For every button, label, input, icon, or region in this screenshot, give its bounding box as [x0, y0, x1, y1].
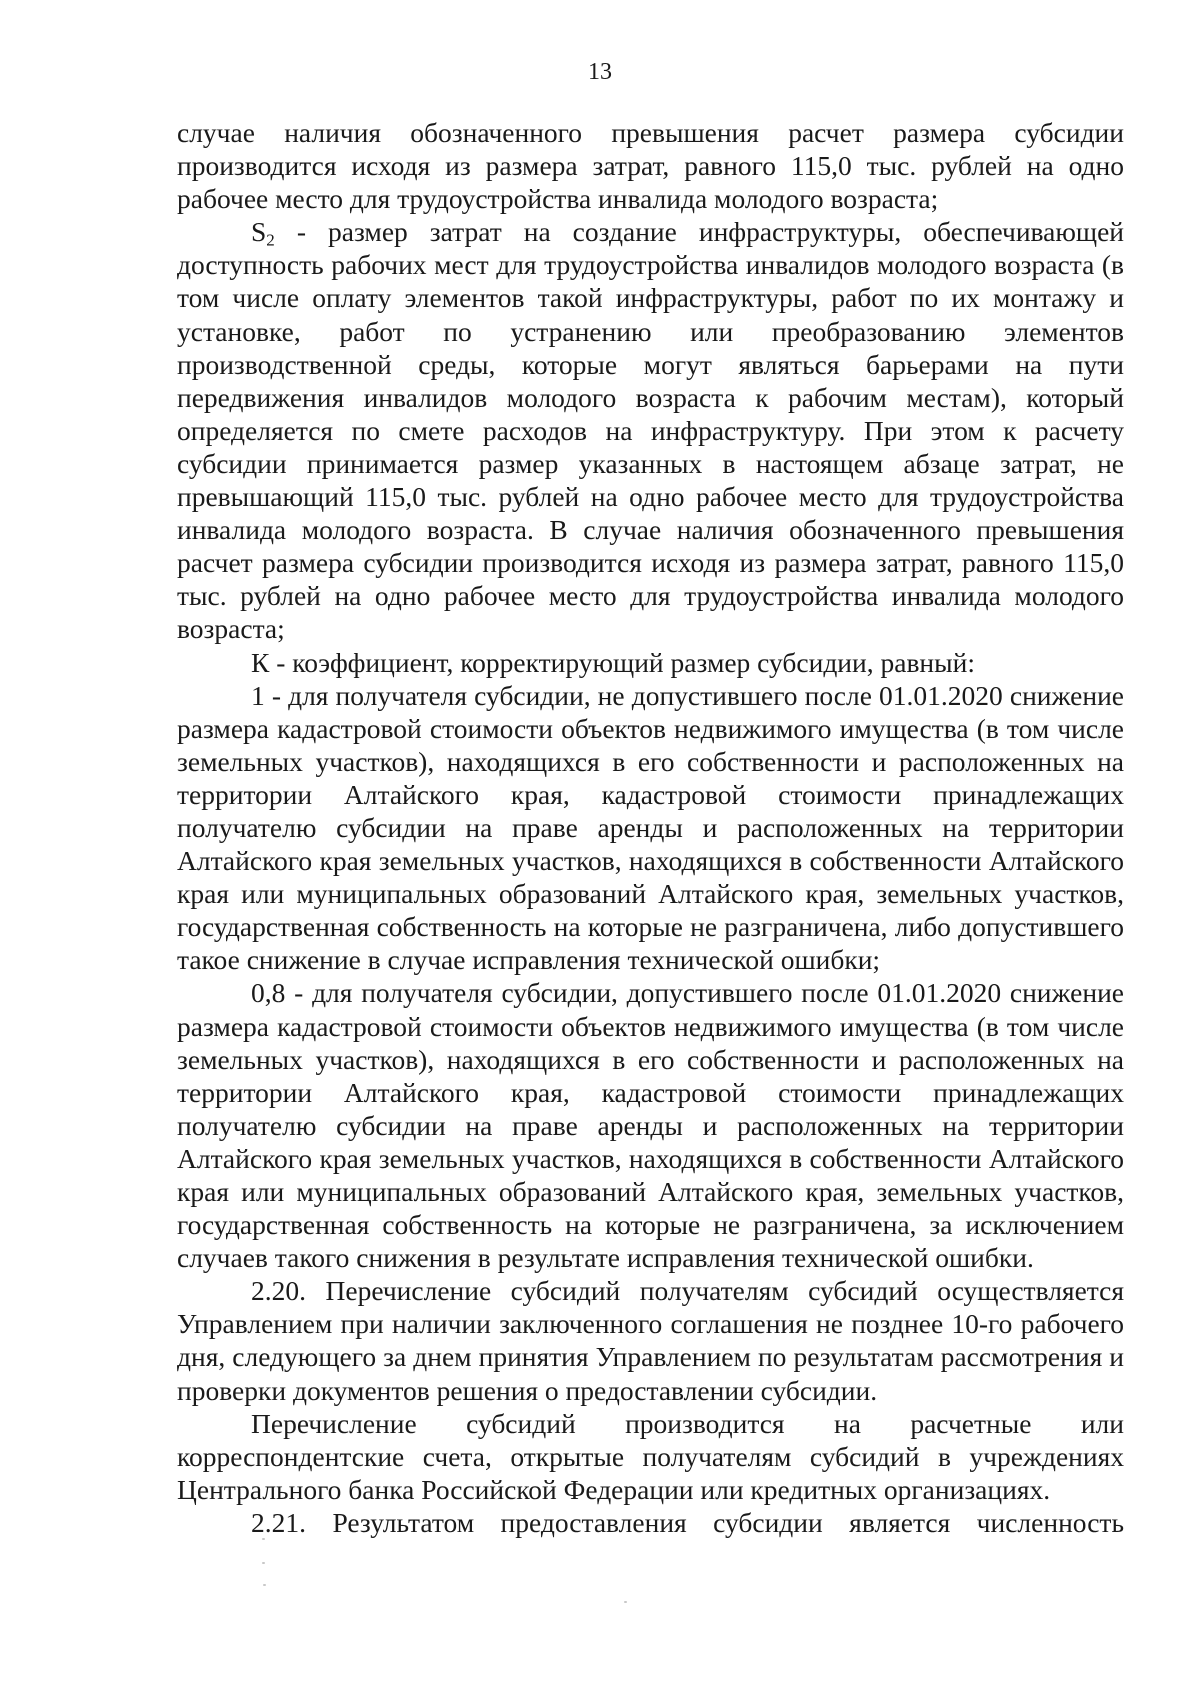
- scan-speck: [263, 1584, 266, 1586]
- paragraph-2-20: 2.20. Перечисление субсидий получателям субсидий осуществляется Управлением при наличии заключенного соглашения не позднее 10-го рабочего дня, следующего за днем принятия Управлением по результатам рассмотрения и проверки документов решения о предоставлении субсидии.: [177, 1275, 1124, 1406]
- s2-symbol: [251, 216, 275, 250]
- paragraph-coefficient-1: 1 - для получателя субсидии, не допустившего после 01.01.2020 снижение размера кадастровой стоимости объектов недвижимого имущества (в том числе земельных участков), находящихся в его собственности и расположенных на территории Алтайского края, кадастровой стоимости принадлежащих получателю субсидии на праве аренды и расположенных на территории Алтайского края земельных участков, находящихся в собственности Алтайского края или муниципальных образований Алтайского края, земельных участков, государственная собственность на которые не разграничена, либо допустившего такое снижение в случае исправления технической ошибки;: [177, 679, 1124, 976]
- scan-speck: [262, 1538, 265, 1540]
- scan-speck: [262, 1562, 265, 1564]
- document-body: [177, 116, 1124, 1539]
- paragraph-transfer-accounts: Перечисление субсидий производится на расчетные или корреспондентские счета, открытые получателям субсидий в учреждениях Центрального банка Российской Федерации или кредитных организациях.: [177, 1407, 1124, 1505]
- paragraph-coefficient-0-8: 0,8 - для получателя субсидии, допустившего после 01.01.2020 снижение размера кадастровой стоимости объектов недвижимого имущества (в том числе земельных участков), находящихся в его собственности и расположенных на территории Алтайского края, кадастровой стоимости принадлежащих получателю субсидии на праве аренды и расположенных на территории Алтайского края земельных участков, находящихся в собственности Алтайского края или муниципальных образований Алтайского края, земельных участков, государственная собственность на которые не разграничена, за исключением случаев такого снижения в результате исправления технической ошибки.: [177, 977, 1124, 1274]
- paragraph-continuation: случае наличия обозначенного превышения расчет размера субсидии производится исходя из размера затрат, равного 115,0 тыс. рублей на одно рабочее место для трудоустройства инвалида молодого возраста;: [177, 117, 1124, 215]
- paragraph-k-coefficient: К - коэффициент, корректирующий размер субсидии, равный:: [251, 646, 975, 678]
- page-number: 13: [588, 59, 612, 85]
- s2-symbol-subscript: 2: [266, 230, 275, 250]
- s2-symbol-base: S: [251, 216, 267, 248]
- s2-definition-text: - размер затрат на создание инфраструктуры, обеспечивающей доступность рабочих мест для трудоустройства инвалидов молодого возраста (в том числе оплату элементов такой инфраструктуры, работ по их монтажу и установке, работ по устранению или преобразованию элементов производственной среды, которые могут являться барьерами на пути передвижения инвалидов молодого возраста к рабочим местам), который определяется по смете расходов на инфраструктуру. При этом к расчету субсидии принимается размер указанных в настоящем абзаце затрат, не превышающий 115,0 тыс. рублей на одно рабочее место для трудоустройства инвалида молодого возраста. В случае наличия обозначенного превышения расчет размера субсидии производится исходя из размера затрат, равного 115,0 тыс. рублей на одно рабочее место для трудоустройства инвалида молодого возраста;: [177, 216, 1124, 645]
- scan-speck: [624, 1601, 627, 1603]
- paragraph-2-21: 2.21. Результатом предоставления субсидии является численность: [251, 1506, 1124, 1538]
- paragraph-s2-definition: [177, 215, 1124, 645]
